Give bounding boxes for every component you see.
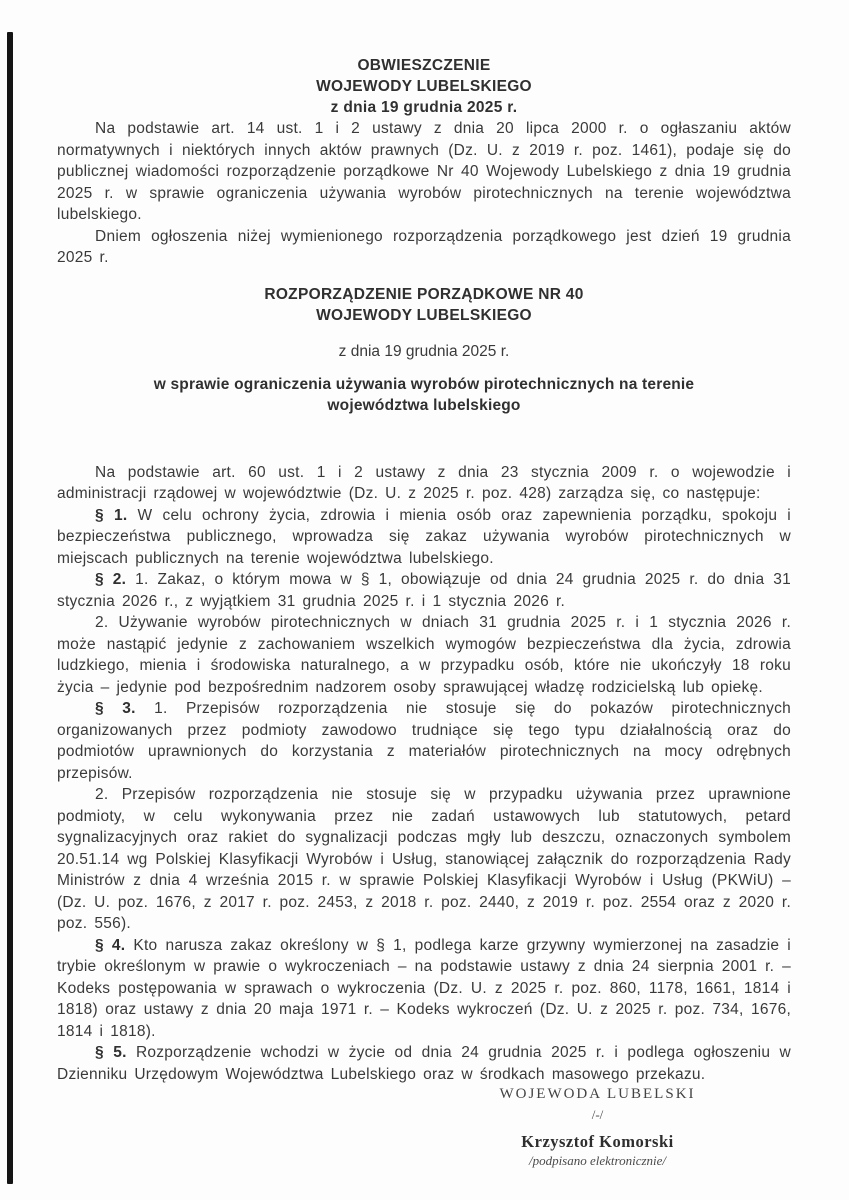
regulation-section-2-ust-2: [57, 612, 791, 698]
section-text: Kto narusza zakaz określony w § 1, podlega karze grzywny wymierzonej na zasadzie i trybie określonym w prawie o wykroczeniach – na podstawie ustawy z dnia 24 sierpnia 2001 r. – Kodeks postępowania w sprawach o wykroczenia (Dz. U. z 2025 r. poz. 860, 1178, 1661, 1814 i 1818) oraz ustawy z dnia 20 maja 1971 r. – Kodeks wykroczeń (Dz. U. z 2025 r. poz. 734, 1676, 1814 i 1818).: [57, 936, 792, 1040]
regulation-section-2-ust-1: [57, 569, 791, 612]
notice-header: [57, 55, 791, 118]
signature-position-title: WOJEWODA LUBELSKI: [499, 1086, 696, 1102]
regulation-title-number: ROZPORZĄDZENIE PORZĄDKOWE NR 40: [264, 285, 584, 303]
notice-authority: WOJEWODY LUBELSKIEGO: [316, 78, 532, 95]
regulation-title: [57, 284, 791, 326]
section-text: 2. Używanie wyrobów pirotechnicznych w dniach 31 grudnia 2025 r. i 1 stycznia 2026 r. może nastąpić jedynie z zachowaniem wszelkich wymogów bezpieczeństwa dla życia, zdrowia ludzkiego, mienia i środowiska naturalnego, a w przypadku osób, które nie ukończyły 18 roku życia – jedynie pod bezpośrednim nadzorem osoby sprawującej władzę rodzicielską lub opiekę.: [57, 614, 791, 696]
regulation-date: z dnia 19 grudnia 2025 r.: [338, 342, 510, 360]
document-page: [57, 55, 791, 1085]
notice-title: OBWIESZCZENIE: [357, 57, 491, 74]
section-text: Rozporządzenie wchodzi w życie od dnia 24 grudnia 2025 r. i podlega ogłoszeniu w Dzienniku Urzędowym Województwa Lubelskiego oraz w środkach masowego przekazu.: [57, 1044, 791, 1083]
regulation-preamble: Na podstawie art. 60 ust. 1 i 2 ustawy z dnia 23 stycznia 2009 r. o wojewodzie i administracji rządowej w województwie (Dz. U. z 2025 r. poz. 428) zarządza się, co następuje:: [57, 463, 791, 502]
notice-paragraph-announcement-day: Dniem ogłoszenia niżej wymienionego rozporządzenia porządkowego jest dzień 19 grudnia 2025 r.: [57, 227, 791, 266]
regulation-section-4: [57, 935, 791, 1043]
notice-date: z dnia 19 grudnia 2025 r.: [330, 99, 518, 116]
signature-block: [425, 1086, 770, 1169]
regulation-section-1: [57, 505, 791, 570]
regulation-section-5: [57, 1042, 791, 1085]
section-text: 1. Zakaz, o którym mowa w § 1, obowiązuje od dnia 24 grudnia 2025 r. do dnia 31 stycznia 2026 r., z wyjątkiem 31 grudnia 2025 r. i 1 stycznia 2026 r.: [57, 571, 791, 610]
scan-edge-artifact-bar: [7, 32, 13, 1184]
section-marker: § 5.: [95, 1044, 127, 1061]
signature-name: Krzysztof Komorski: [521, 1132, 674, 1151]
regulation-section-3-ust-1: [57, 698, 791, 784]
section-marker: § 4.: [95, 936, 126, 954]
regulation-subject: w sprawie ograniczenia używania wyrobów pirotechnicznych na terenie województwa lubelskiego: [153, 375, 695, 414]
section-marker: § 3.: [95, 700, 136, 717]
section-text: W celu ochrony życia, zdrowia i mienia osób oraz zapewnienia porządku, spokoju i bezpieczeństwa publicznego, wprowadza się zakaz używania wyrobów pirotechnicznych w miejscach publicznych na terenie województwa lubelskiego.: [57, 506, 791, 567]
section-text: 2. Przepisów rozporządzenia nie stosuje się w przypadku używania przez uprawnione podmioty, w celu wykonywania przez nie zadań ustawowych lub statutowych, petard sygnalizacyjnych oraz rakiet do sygnalizacji podczas mgły lub deszczu, oznaczonych symbolem 20.51.14 wg Polskiej Klasyfikacji Wyrobów i Usług, stanowiącej załącznik do rozporządzenia Rady Ministrów z dnia 4 września 2015 r. w sprawie Polskiej Klasyfikacji Wyrobów i Usług (PKWiU) – (Dz. U. poz. 1676, z 2017 r. poz. 2453, z 2018 r. poz. 2440, z 2019 r. poz. 2554 oraz z 2020 r. poz. 556).: [57, 786, 791, 932]
section-marker: § 2.: [95, 571, 127, 588]
signature-signed-mark: /-/: [591, 1107, 604, 1122]
section-marker: § 1.: [95, 506, 128, 524]
regulation-title-authority: WOJEWODY LUBELSKIEGO: [316, 306, 532, 324]
section-text: 1. Przepisów rozporządzenia nie stosuje się do pokazów pirotechnicznych organizowanych przez podmioty zawodowo trudniące się tego typu działalnością oraz do podmiotów uprawnionych do korzystania z materiałów pirotechnicznych na mocy odrębnych przepisów.: [57, 700, 791, 782]
signature-electronic-note: /podpisano elektronicznie/: [528, 1153, 667, 1168]
notice-paragraph-legal-basis: Na podstawie art. 14 ust. 1 i 2 ustawy z dnia 20 lipca 2000 r. o ogłaszaniu aktów normatywnych i niektórych innych aktów prawnych (Dz. U. z 2019 r. poz. 1461), podaje się do publicznej wiadomości rozporządzenie porządkowe Nr 40 Wojewody Lubelskiego z dnia 19 grudnia 2025 r. w sprawie ograniczenia używania wyrobów pirotechnicznych na terenie województwa lubelskiego.: [57, 120, 791, 223]
regulation-section-3-ust-2: [57, 784, 791, 935]
